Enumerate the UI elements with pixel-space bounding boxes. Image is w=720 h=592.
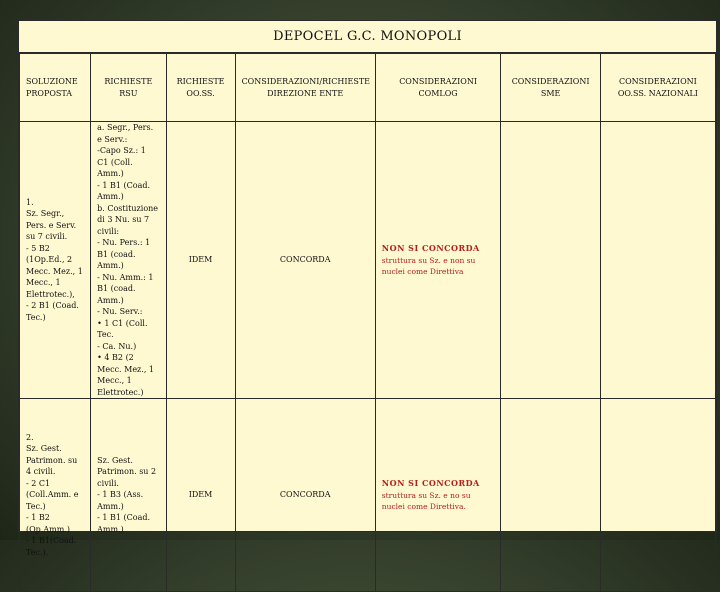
rsu-cell: Sz. Gest. Patrimon. su 2 civili. - 1 B3 (Ass. Amm.) - 1 B1 (Coad. Amm.) (91, 399, 166, 592)
page-title: DEPOCEL G.C. MONOPOLI (19, 21, 716, 53)
table-row (20, 399, 716, 592)
comlog-note: struttura su Sz. e no su nuclei come Direttiva. (381, 490, 471, 511)
column-header: SOLUZIONE PROPOSTA (20, 54, 91, 122)
column-header: RICHIESTE OO.SS. (166, 54, 235, 122)
sme-cell (501, 122, 600, 399)
comlog-cell (375, 399, 501, 592)
comlog-verdict: NON SI CONCORDA (381, 478, 480, 489)
rsu-cell: a. Segr., Pers. e Serv.: -Capo Sz.: 1 C1 (Coll. Amm.) - 1 B1 (Coad. Amm.) b. Costituzione di 3 Nu. su 7 civili: - Nu. Pers.: 1 B1 (coad. Amm.) - Nu. Amm.: 1 B1 (coad. Amm.) - Nu. Serv.: • 1 C1 (Coll. Tec. - Ca. Nu.) • 4 B2 (2 Mecc. Mez., 1 Mecc., 1 Elettrotec.) (91, 122, 166, 399)
ooss-naz-cell (600, 399, 715, 592)
soluzione-cell: 2. Sz. Gest. Patrimon. su 4 civili. - 2 C1 (Coll.Amm. e Tec.) - 1 B2 (Op.Amm.) - 1 B1(Coad. Tec.). (20, 399, 91, 592)
ooss-cell: IDEM (166, 122, 235, 399)
ooss-cell: IDEM (166, 399, 235, 592)
column-header: CONSIDERAZIONI/RICHIESTE DIREZIONE ENTE (235, 54, 375, 122)
table-row (20, 122, 716, 399)
column-header: RICHIESTE RSU (91, 54, 166, 122)
ooss-naz-cell (600, 122, 715, 399)
soluzione-cell: 1. Sz. Segr., Pers. e Serv. su 7 civili. - 5 B2 (1Op.Ed., 2 Mecc. Mez., 1 Mecc., 1 Elettrotec.), - 2 B1 (Coad. Tec.) (20, 122, 91, 399)
column-header: CONSIDERAZIONI COMLOG (375, 54, 501, 122)
sme-cell (501, 399, 600, 592)
column-header: CONSIDERAZIONI OO.SS. NAZIONALI (600, 54, 715, 122)
comlog-note: struttura su Sz. e non su nuclei come Direttiva (381, 255, 476, 276)
comlog-cell (375, 122, 501, 399)
direzione-cell: CONCORDA (235, 122, 375, 399)
column-header: CONSIDERAZIONI SME (501, 54, 600, 122)
direzione-cell: CONCORDA (235, 399, 375, 592)
slide-frame (18, 20, 717, 557)
comlog-verdict: NON SI CONCORDA (381, 243, 480, 254)
table-header-row (20, 54, 716, 122)
proposal-table (19, 53, 716, 592)
